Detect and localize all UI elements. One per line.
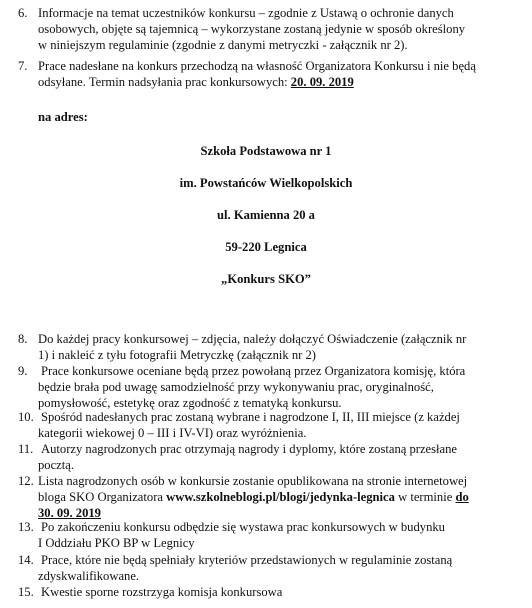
item-text-line: Informacje na temat uczestników konkursu – zgodnie z Ustawą o ochronie danych	[38, 6, 454, 20]
item-number: 13.	[18, 520, 34, 534]
item-number: 15.	[18, 585, 34, 599]
item-number: 8.	[18, 332, 28, 346]
item-text-line: w niniejszym regulaminie (zgodnie z danymi metryczki - załącznik nr 2).	[38, 38, 408, 52]
item-number: 11.	[18, 442, 34, 456]
school-street: ul. Kamienna 20 a	[217, 208, 315, 222]
item-text-line: osobowych, objęte są tajemnicą – wykorzystane zostaną jedynie w sposób określony	[38, 22, 466, 36]
item-text-line	[38, 490, 469, 506]
item-text-line: Lista nagrodzonych osób w konkursie zostanie opublikowana na stronie internetowej	[38, 474, 468, 488]
school-name: Szkoła Podstawowa nr 1	[200, 144, 332, 158]
item-text-line: Prace nadesłane na konkurs przechodzą na własność Organizatora Konkursu i nie będą	[38, 59, 476, 73]
item-text-line: Kwestie sporne rozstrzyga komisja konkursowa	[41, 585, 283, 599]
term-label: w terminie	[394, 490, 456, 504]
blog-prefix: bloga SKO Organizatora	[38, 490, 167, 504]
item-number: 14.	[18, 553, 34, 567]
item-text-line: pomysłowość, estetykę oraz zgodność z tematyką konkursu.	[38, 396, 342, 410]
item-text-line: będzie brała pod uwagę samodzielność przy wykonywaniu prac, oryginalność,	[38, 380, 434, 394]
item-number: 12.	[18, 474, 34, 488]
deadline-date: 20. 09. 2019	[290, 75, 354, 89]
item-number: 7.	[18, 59, 28, 73]
item-text-line: Prace, które nie będą spełniały kryteriów przedstawionych w regulaminie zostaną	[41, 553, 453, 567]
item-text-line: kategorii wiekowej 0 – III i IV-VI) oraz wyróżnienia.	[38, 426, 307, 440]
school-patron: im. Powstańców Wielkopolskich	[179, 176, 353, 190]
item-number: 10.	[18, 410, 34, 424]
item-text-line: pocztą.	[38, 458, 75, 472]
item-number: 6.	[18, 6, 28, 20]
item-text-line: zdyskwalifikowane.	[38, 569, 140, 583]
school-city: 59-220 Legnica	[225, 240, 307, 254]
contest-title: „Konkurs SKO”	[221, 272, 311, 286]
item-text-line: I Oddziału PKO BP w Legnicy	[38, 536, 195, 550]
term-do: do	[455, 490, 469, 504]
blog-url: www.szkolneblogi.pl/blogi/jedynka-legnica	[166, 490, 395, 504]
address-label: na adres:	[38, 110, 88, 124]
item-number: 9.	[18, 364, 28, 378]
item-text-line: Prace konkursowe oceniane będą przez powołaną przez Organizatora komisję, która	[41, 364, 466, 378]
deadline-label: odsyłane. Termin nadsyłania prac konkursowych:	[38, 75, 291, 89]
publication-date: 30. 09. 2019	[38, 506, 101, 520]
item-text-line: 1) i nakleić z tyłu fotografii Metryczkę (załącznik nr 2)	[38, 348, 316, 362]
item-text-line: Spośród nadesłanych prac zostaną wybrane i nagrodzone I, II, III miejsce (z każdej	[41, 410, 460, 424]
item-text-line: Po zakończeniu konkursu odbędzie się wystawa prac konkursowych w budynku	[41, 520, 445, 534]
item-text-line: Do każdej pracy konkursowej – zdjęcia, należy dołączyć Oświadczenie (załącznik nr	[38, 332, 467, 346]
item-text-line	[38, 75, 354, 91]
item-text-line: Autorzy nagrodzonych prac otrzymają nagrody i dyplomy, które zostaną przesłane	[41, 442, 458, 456]
